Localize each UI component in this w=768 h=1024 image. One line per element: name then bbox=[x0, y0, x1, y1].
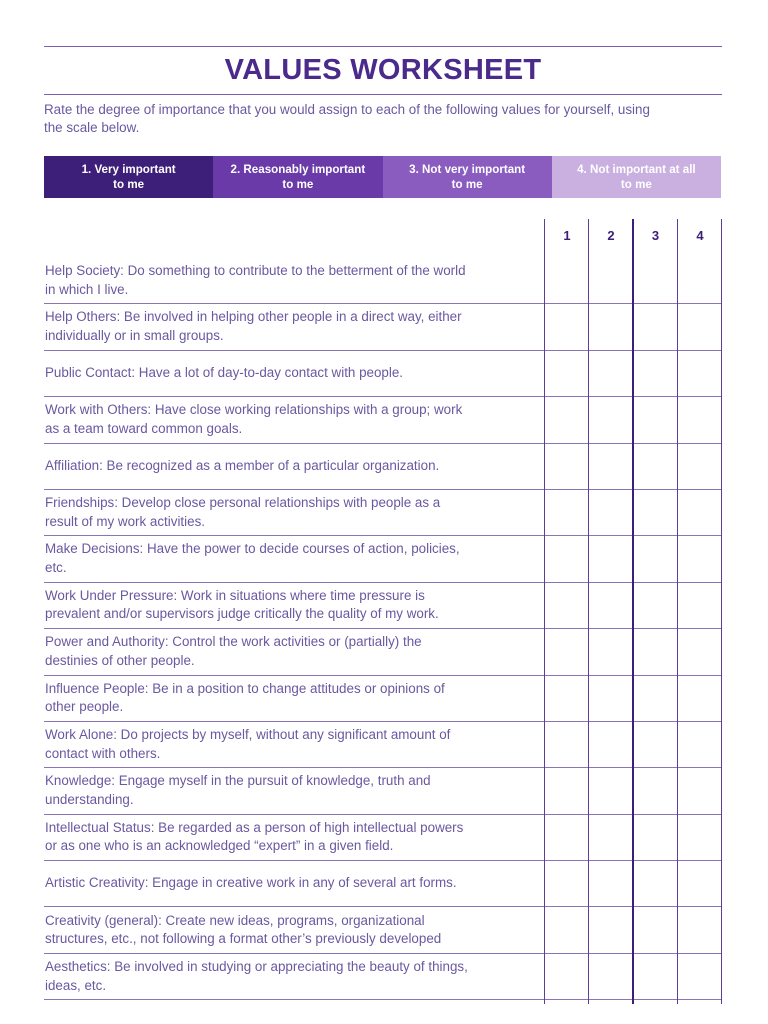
rating-cell-1[interactable] bbox=[545, 768, 588, 813]
rating-cell-4[interactable] bbox=[678, 629, 722, 674]
rating-cell-3[interactable] bbox=[633, 536, 677, 581]
value-description-line: or as one who is an acknowledged “expert” in a given field. bbox=[45, 838, 394, 854]
rating-cell-3[interactable] bbox=[633, 676, 677, 721]
value-description-line: etc. bbox=[45, 560, 67, 576]
rating-cell-4[interactable] bbox=[678, 861, 722, 906]
value-row bbox=[44, 258, 722, 304]
rating-cell-2[interactable] bbox=[589, 954, 632, 999]
value-description-line: as a team toward common goals. bbox=[45, 420, 243, 436]
scale-label-line: 1. Very important bbox=[81, 163, 176, 176]
value-description-line: structures, etc., not following a format other’s previously developed bbox=[45, 931, 442, 947]
rating-cell-4[interactable] bbox=[678, 444, 722, 489]
value-description-line: Influence People: Be in a position to change attitudes or opinions of bbox=[45, 680, 445, 696]
rating-cell-2[interactable] bbox=[589, 583, 632, 628]
column-header-1: 1 bbox=[563, 228, 571, 243]
table-header-row bbox=[44, 219, 722, 258]
rating-cell-1[interactable] bbox=[545, 397, 588, 442]
value-row bbox=[44, 676, 722, 722]
rating-cell-1[interactable] bbox=[545, 815, 588, 860]
value-description-line: Make Decisions: Have the power to decide courses of action, policies, bbox=[45, 541, 460, 557]
rating-cell-3[interactable] bbox=[633, 954, 677, 999]
rating-cell-3[interactable] bbox=[633, 907, 677, 952]
rating-cell-2[interactable] bbox=[589, 490, 632, 535]
value-description bbox=[45, 351, 523, 396]
column-divider bbox=[721, 219, 722, 1004]
scale-label-line: to me bbox=[113, 178, 145, 191]
value-row bbox=[44, 536, 722, 582]
scale-label-line: 4. Not important at all bbox=[577, 163, 696, 176]
rating-cell-1[interactable] bbox=[545, 258, 588, 303]
rating-cell-1[interactable] bbox=[545, 444, 588, 489]
value-row bbox=[44, 397, 722, 443]
value-description-line: in which I live. bbox=[45, 281, 129, 297]
value-description-line: Power and Authority: Control the work activities or (partially) the bbox=[45, 634, 422, 650]
rating-cell-3[interactable] bbox=[633, 722, 677, 767]
value-description-line: Aesthetics: Be involved in studying or appreciating the beauty of things, bbox=[45, 958, 468, 974]
instructions bbox=[44, 101, 722, 137]
rating-cell-2[interactable] bbox=[589, 536, 632, 581]
rating-cell-1[interactable] bbox=[545, 907, 588, 952]
value-description bbox=[45, 907, 523, 952]
value-description bbox=[45, 397, 523, 442]
value-description-line: Creativity (general): Create new ideas, programs, organizational bbox=[45, 912, 425, 928]
value-description-line: other people. bbox=[45, 699, 124, 715]
rating-cell-1[interactable] bbox=[545, 351, 588, 396]
rating-cell-2[interactable] bbox=[589, 444, 632, 489]
value-description-line: Public Contact: Have a lot of day-to-day contact with people. bbox=[45, 365, 404, 381]
scale-not-very-important bbox=[383, 156, 552, 198]
value-description-line: ideas, etc. bbox=[45, 977, 107, 993]
rating-cell-2[interactable] bbox=[589, 768, 632, 813]
rating-cell-1[interactable] bbox=[545, 954, 588, 999]
value-row bbox=[44, 583, 722, 629]
rating-cell-1[interactable] bbox=[545, 676, 588, 721]
rating-cell-4[interactable] bbox=[678, 815, 722, 860]
rating-cell-4[interactable] bbox=[678, 676, 722, 721]
rating-cell-1[interactable] bbox=[545, 861, 588, 906]
rating-cell-4[interactable] bbox=[678, 490, 722, 535]
title-top-rule bbox=[44, 46, 722, 47]
value-description bbox=[45, 954, 523, 999]
value-description-line: individually or in small groups. bbox=[45, 328, 224, 344]
scale-not-important-at-all bbox=[552, 156, 721, 198]
value-description bbox=[45, 768, 523, 813]
column-header-3: 3 bbox=[651, 228, 660, 243]
rating-cell-1[interactable] bbox=[545, 583, 588, 628]
rating-cell-4[interactable] bbox=[678, 768, 722, 813]
rating-scale-legend bbox=[44, 156, 721, 198]
rating-cell-2[interactable] bbox=[589, 258, 632, 303]
column-divider bbox=[677, 219, 678, 1004]
value-row bbox=[44, 304, 722, 350]
rating-cell-3[interactable] bbox=[633, 583, 677, 628]
value-description bbox=[45, 258, 523, 303]
rating-cell-4[interactable] bbox=[678, 583, 722, 628]
value-row bbox=[44, 768, 722, 814]
rating-cell-1[interactable] bbox=[545, 722, 588, 767]
scale-label-line: to me bbox=[620, 178, 652, 191]
rating-cell-4[interactable] bbox=[678, 722, 722, 767]
rating-cell-3[interactable] bbox=[633, 768, 677, 813]
value-description-line: Work Under Pressure: Work in situations where time pressure is bbox=[45, 587, 425, 603]
rating-cell-3[interactable] bbox=[633, 490, 677, 535]
value-row bbox=[44, 861, 722, 907]
rating-cell-3[interactable] bbox=[633, 304, 677, 349]
rating-cell-3[interactable] bbox=[633, 444, 677, 489]
rating-cell-3[interactable] bbox=[633, 861, 677, 906]
rating-cell-4[interactable] bbox=[678, 954, 722, 999]
column-header-4: 4 bbox=[696, 228, 704, 243]
value-description-line: Work Alone: Do projects by myself, without any significant amount of bbox=[45, 727, 451, 742]
rating-cell-3[interactable] bbox=[633, 629, 677, 674]
rating-cell-4[interactable] bbox=[678, 304, 722, 349]
rating-cell-2[interactable] bbox=[589, 722, 632, 767]
scale-label-line: to me bbox=[451, 178, 483, 191]
value-row bbox=[44, 722, 722, 768]
value-description-line: Artistic Creativity: Engage in creative work in any of several art forms. bbox=[45, 875, 457, 891]
rating-cell-1[interactable] bbox=[545, 490, 588, 535]
rating-cell-4[interactable] bbox=[678, 536, 722, 581]
value-description bbox=[45, 444, 523, 489]
rating-cell-4[interactable] bbox=[678, 258, 722, 303]
value-description bbox=[45, 815, 523, 860]
title-bottom-rule bbox=[44, 94, 722, 95]
rating-cell-4[interactable] bbox=[678, 397, 722, 442]
rating-cell-1[interactable] bbox=[545, 304, 588, 349]
rating-cell-2[interactable] bbox=[589, 351, 632, 396]
value-description-line: Work with Others: Have close working relationships with a group; work bbox=[45, 402, 463, 418]
value-description-line: Help Others: Be involved in helping other people in a direct way, either bbox=[45, 309, 462, 325]
value-description bbox=[45, 536, 523, 581]
rating-cell-2[interactable] bbox=[589, 676, 632, 721]
values-rating-table bbox=[44, 219, 722, 1000]
rating-cell-4[interactable] bbox=[678, 907, 722, 952]
rating-cell-3[interactable] bbox=[633, 258, 677, 303]
rating-cell-2[interactable] bbox=[589, 629, 632, 674]
scale-reasonably-important bbox=[213, 156, 382, 198]
rating-cell-3[interactable] bbox=[633, 397, 677, 442]
value-row bbox=[44, 351, 722, 397]
value-row bbox=[44, 490, 722, 536]
rating-cell-3[interactable] bbox=[633, 815, 677, 860]
worksheet-title: VALUES WORKSHEET bbox=[224, 54, 542, 86]
value-row bbox=[44, 907, 722, 953]
rating-cell-4[interactable] bbox=[678, 351, 722, 396]
column-divider bbox=[588, 219, 589, 1004]
value-description bbox=[45, 676, 523, 721]
value-description bbox=[45, 304, 523, 349]
rating-cell-1[interactable] bbox=[545, 629, 588, 674]
value-description-line: result of my work activities. bbox=[45, 513, 205, 529]
rating-cell-2[interactable] bbox=[589, 397, 632, 442]
value-description bbox=[45, 490, 523, 535]
value-description-line: prevalent and/or supervisors judge critically the quality of my work. bbox=[45, 606, 439, 622]
value-row bbox=[44, 444, 722, 490]
instructions-line: Rate the degree of importance that you would assign to each of the following values for yourself, using bbox=[44, 102, 650, 117]
value-description-line: Knowledge: Engage myself in the pursuit of knowledge, truth and bbox=[45, 773, 431, 789]
value-description-line: Intellectual Status: Be regarded as a person of high intellectual powers bbox=[45, 819, 464, 835]
value-description bbox=[45, 861, 523, 906]
value-description bbox=[45, 722, 523, 767]
value-row bbox=[44, 954, 722, 1000]
value-row bbox=[44, 815, 722, 861]
value-rows bbox=[44, 258, 722, 1000]
rating-cell-1[interactable] bbox=[545, 536, 588, 581]
column-divider bbox=[632, 219, 634, 1004]
value-description bbox=[45, 583, 523, 628]
rating-cell-2[interactable] bbox=[589, 815, 632, 860]
value-description-line: understanding. bbox=[45, 791, 134, 807]
instructions-line: the scale below. bbox=[44, 120, 140, 135]
scale-label-line: 2. Reasonably important bbox=[230, 163, 366, 176]
value-description-line: contact with others. bbox=[45, 745, 161, 761]
rating-cell-2[interactable] bbox=[589, 861, 632, 906]
value-description bbox=[45, 629, 523, 674]
scale-label-line: 3. Not very important bbox=[409, 163, 526, 176]
column-header-2: 2 bbox=[607, 228, 615, 243]
rating-cell-2[interactable] bbox=[589, 304, 632, 349]
scale-label-line: to me bbox=[282, 178, 314, 191]
scale-very-important bbox=[44, 156, 213, 198]
value-description-line: Friendships: Develop close personal relationships with people as a bbox=[45, 495, 441, 511]
value-description-line: destinies of other people. bbox=[45, 652, 195, 668]
rating-cell-2[interactable] bbox=[589, 907, 632, 952]
rating-cell-3[interactable] bbox=[633, 351, 677, 396]
value-description-line: Help Society: Do something to contribute to the betterment of the world bbox=[45, 263, 466, 279]
column-divider bbox=[544, 219, 545, 1004]
value-row bbox=[44, 629, 722, 675]
value-description-line: Affiliation: Be recognized as a member of a particular organization. bbox=[45, 457, 440, 473]
